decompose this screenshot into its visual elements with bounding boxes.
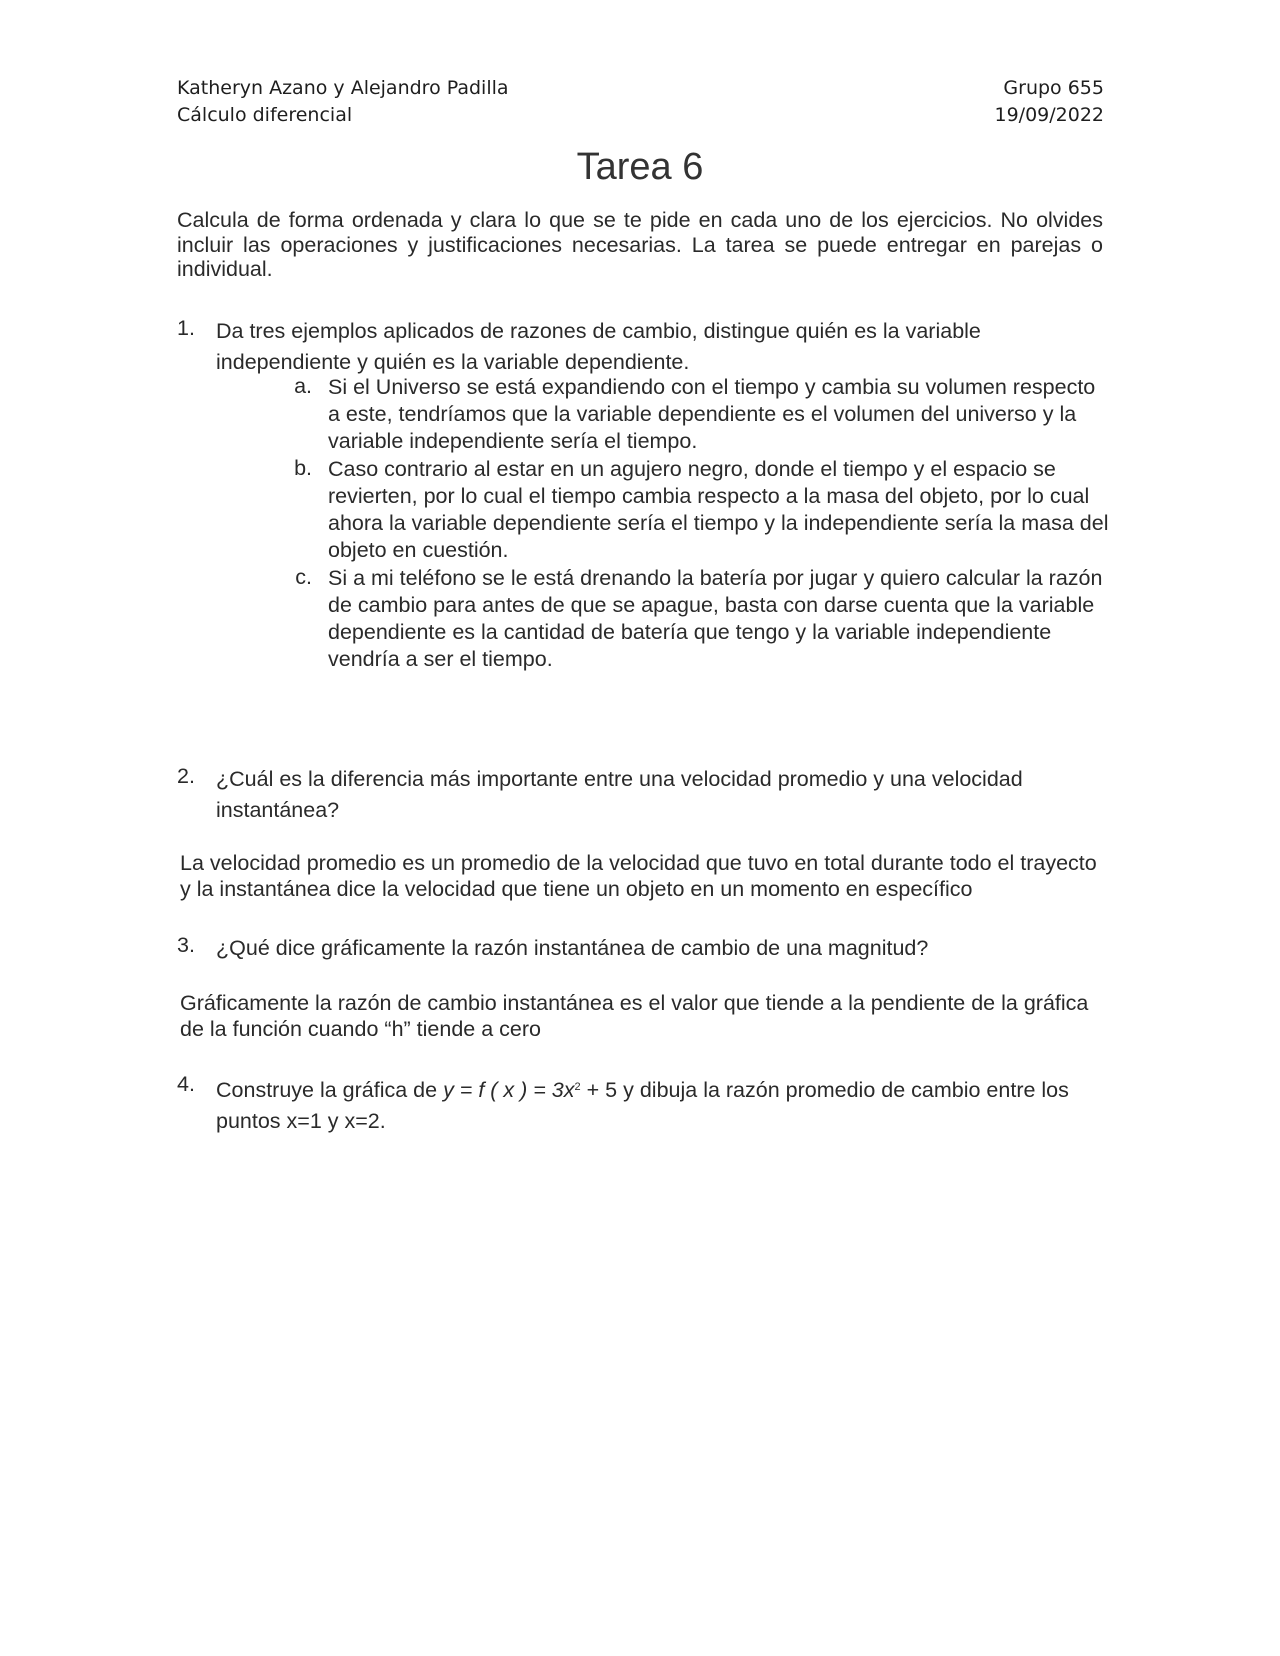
formula-exponent: 2 [574, 1081, 581, 1093]
question-1 [177, 316, 1103, 378]
item-letter: b. [294, 456, 312, 480]
formula-tail: + 5 [586, 1078, 618, 1102]
question-number: 2. [177, 764, 195, 788]
question-2 [177, 764, 1103, 826]
question-text: ¿Cuál es la diferencia más importante entre una velocidad promedio y una velocidad instantánea? [216, 767, 1023, 822]
question-text-after: y dibuja la razón promedio de cambio entre los puntos x=1 y x=2. [216, 1078, 1069, 1133]
question-text-before: Construye la gráfica de [216, 1078, 438, 1102]
instructions-paragraph: Calcula de forma ordenada y clara lo que se te pide en cada uno de los ejercicios. No olvides incluir las operaciones y justificaciones necesarias. La tarea se puede entregar en parejas o individual. [177, 208, 1103, 281]
answer-2: La velocidad promedio es un promedio de la velocidad que tuvo en total durante todo el trayecto y la instantánea dice la velocidad que tiene un objeto en un momento en específico [180, 851, 1097, 901]
header-right [994, 75, 1104, 129]
question-4 [177, 1072, 1103, 1137]
question-number: 4. [177, 1072, 195, 1096]
item-text: Si el Universo se está expandiendo con el tiempo y cambia su volumen respecto a este, tendríamos que la variable dependiente es el volumen del universo y la variable independiente sería el tiempo. [328, 375, 1096, 453]
question-3 [177, 933, 1103, 964]
formula: y = f ( x ) = 3x [443, 1078, 575, 1102]
item-text: Caso contrario al estar en un agujero negro, donde el tiempo y el espacio se revierten, por lo cual el tiempo cambia respecto a la masa del objeto, por lo cual ahora la variable dependiente sería el tiempo y la independiente sería la masa del objeto en cuestión. [328, 457, 1109, 562]
item-letter: c. [295, 565, 312, 589]
item-text: Si a mi teléfono se le está drenando la batería por jugar y quiero calcular la razón de cambio para antes de que se apague, basta con darse cuenta que la variable dependiente es la cantidad de batería que tengo y la variable independiente vendría a ser el tiempo. [328, 566, 1103, 671]
answer-item-a [290, 374, 1110, 455]
question-text: Da tres ejemplos aplicados de razones de cambio, distingue quién es la variable independiente y quién es la variable dependiente. [216, 319, 981, 374]
group-number: Grupo 655 [1003, 77, 1104, 99]
answer-item-b [290, 456, 1110, 564]
header-left [177, 75, 509, 129]
authors: Katheryn Azano y Alejandro Padilla [177, 77, 509, 99]
question-text [216, 1072, 1103, 1137]
course-name: Cálculo diferencial [177, 104, 353, 126]
question-number: 1. [177, 316, 195, 340]
item-letter: a. [294, 374, 312, 398]
answer-3: Gráficamente la razón de cambio instantánea es el valor que tiende a la pendiente de la gráfica de la función cuando “h” tiende a cero [180, 991, 1089, 1041]
question-text: ¿Qué dice gráficamente la razón instantánea de cambio de una magnitud? [216, 936, 929, 960]
answer-item-c [290, 565, 1110, 673]
page-title: Tarea 6 [576, 146, 704, 188]
question-number: 3. [177, 933, 195, 957]
date: 19/09/2022 [994, 104, 1104, 126]
